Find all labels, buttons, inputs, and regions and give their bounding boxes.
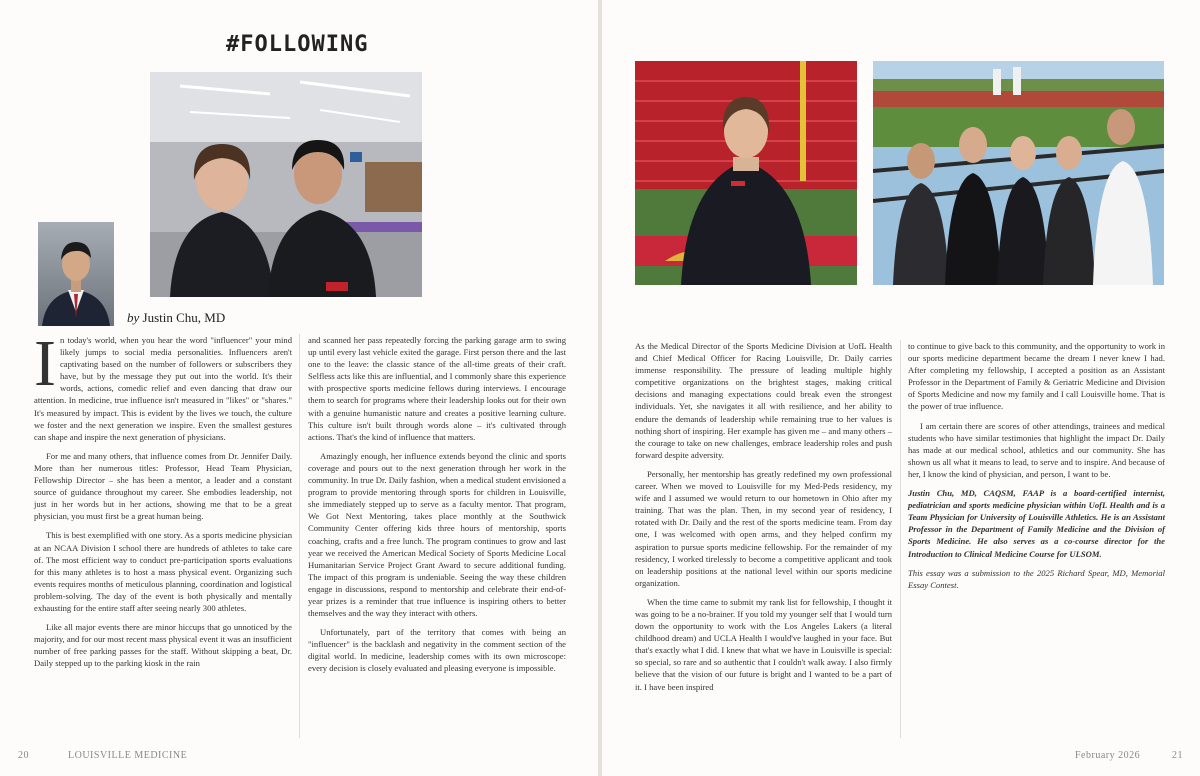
field-group-photo bbox=[873, 61, 1164, 285]
author-bio: Justin Chu, MD, CAQSM, FAAP is a board-certified internist, pediatrician and sports medicine physician within UofL Health and is a Team Physician for University of Louisville Athletics. He is an Assistant Professor in the Department of Family Medicine and the Division of Sports Medicine. He also serves as a co-course director for the Introduction to Clinical Medicine Course for ULSOM. bbox=[908, 488, 1165, 559]
byline-prefix: by bbox=[127, 310, 140, 325]
paragraph bbox=[34, 327, 292, 443]
column-divider bbox=[299, 334, 300, 738]
paragraph: I am certain there are scores of other attendings, trainees and medical students who have similar testimonies that highlight the impact Dr. Daily has made at our medical school, athletics and our community. She has shown us all what it means to lead, to serve and to inspire. And because of her, I know the kind of physician, and person, I want to be. bbox=[908, 420, 1165, 479]
author-headshot bbox=[38, 222, 114, 326]
article-column-3 bbox=[635, 340, 892, 700]
paragraph: to continue to give back to this community, and the opportunity to work in our sports medicine department became the dream I never knew I had. After completing my fellowship, I accepted a position as an Assistant Professor in the Department of Family & Geriatric Medicine and Division of Sports Medicine and now my family and I call Louisville home. That is the power of true influence. bbox=[908, 341, 1165, 412]
paragraph: Unfortunately, part of the territory that comes with being an "influencer" is the backlash and negativity in the comment section of the digital world. In medicine, leadership comes with its own microscope: every decision is closely evaluated and pleasing everyone is impossible. bbox=[308, 627, 566, 674]
paragraph: When the time came to submit my rank list for fellowship, I thought it was going to be a no-brainer. If you told my younger self that I would turn down the opportunity to work with the Los Angeles Lakers (a literal childhood dream) and UCLA Health I would've laughed in your face. But that's exactly what I did. I knew that what we have in Louisville is special: so special, so rare and so authentic that I couldn't walk away. I also firmly believe that the vision of our future is bright and I wanted to be a part of it. I have been inspired bbox=[635, 596, 892, 692]
article-column-2 bbox=[308, 334, 566, 682]
paragraph: Personally, her mentorship has greatly redefined my own professional career. When we moved to Louisville for my Med-Peds residency, my wife and I assumed we would return to our hometown in Ohio after my training. That was the plan. Then, in my second year of residency, I rotated with Dr. Daily and the rest of the sports medicine team. From day one, I was welcomed with open arms, and they helped confirm my aspiration to pursue sports medicine fellowship. For the remainder of my residency, I worked tirelessly to become a competitive applicant and took on leadership positions at the national level within our sports medicine organization. bbox=[635, 468, 892, 588]
right-page-number: 21 bbox=[1172, 750, 1183, 761]
paragraph: and scanned her pass repeatedly forcing the parking garage arm to swing up until every last vehicle exited the garage. First person there and the last one to the leave: the classic stance of the all-time greats of their craft. Selfless acts like this are influential, and I commonly share this experience with prospective sports medicine fellows during interviews. I encourage them to search for programs where their leadership looks out for their own with a genuine humanistic nature and creates a positive learning culture. This culture isn't built through words alone – it's cultivated through actions. That's the kind of influence that matters. bbox=[308, 335, 566, 442]
essay-note: This essay was a submission to the 2025 Richard Spear, MD, Memorial Essay Contest. bbox=[908, 567, 1165, 590]
selfie-photo bbox=[150, 72, 422, 297]
byline bbox=[127, 310, 225, 326]
paragraph: This is best exemplified with one story. As a sports medicine physician at an NCAA Division I school there are hundreds of athletes to take care of. The most efficient way to conduct pre-participation sports evaluations for this many athletes is to host a mass physical event. Organizing such events requires months of meticulous planning, coordination and logistical problem-solving. The day of the event is both physically and mentally exhausting for the entire staff after seeing nearly 300 athletes. bbox=[34, 530, 292, 613]
section-title: #FOLLOWING bbox=[226, 32, 369, 57]
drop-cap: I bbox=[34, 327, 56, 400]
stadium-portrait bbox=[635, 61, 857, 285]
article-column-1 bbox=[34, 327, 292, 676]
left-page-number: 20 bbox=[18, 750, 29, 761]
column-divider bbox=[900, 340, 901, 738]
paragraph: Like all major events there are minor hiccups that go unnoticed by the majority, and for our most recent mass physical event it was an insufficient number of free parking passes for the staff. Without skipping a beat, Dr. Daily stepped up to the parking kiosk in the rain bbox=[34, 622, 292, 669]
issue-date: February 2026 bbox=[1075, 750, 1141, 761]
paragraph: For me and many others, that influence comes from Dr. Jennifer Daily. More than her numerous titles: Professor, Head Team Physician, Fellowship Director – she has been a mentor, a leader and a constant source of guidance throughout my career. She embodies leadership, not just in her words but in her actions, showing me that to be a great physician, you must first be a great human being. bbox=[34, 450, 292, 522]
paragraph: As the Medical Director of the Sports Medicine Division at UofL Health and Chief Medical Officer for Racing Louisville, Dr. Daily carries immense responsibility. The pressure of leading multiple highly competitive organizations on the brightest stages, making critical decisions and managing expectations could break even the strongest individuals. Yet, she navigates it all with resilience, and her ability to endure the demands of leadership while remaining true to her values is nothing short of inspiring. Her example has given me – and many others – the courage to take on new challenges, embrace leadership roles and push forward despite adversity. bbox=[635, 341, 892, 460]
paragraph-text: n today's world, when you hear the word "influencer" your mind likely jumps to social media personalities. Influencers aren't captivating based on the number of followers or subscribers they have, but by the message they put out into the world. It's their words, actions, comedic relief and even dancing that draw our attention. In medicine, true influence isn't measured in "likes" or "shares." It's measured by impact. This is evident by the lives we touch, the culture we foster and the next generation we inspire. Even the smallest gestures can shape and inspire the next generation of physicians. bbox=[34, 335, 292, 442]
author-name: Justin Chu, MD bbox=[142, 310, 226, 325]
publication-name: LOUISVILLE MEDICINE bbox=[68, 750, 188, 761]
article-column-4 bbox=[908, 340, 1165, 598]
paragraph: Amazingly enough, her influence extends beyond the clinic and sports coverage and pours out to the next generation through her work in the community. In true Dr. Daily fashion, when a medical student envisioned a program to provide mentoring through sports for children in Louisville, she immediately stepped up to serve as a faculty mentor. That program, We Got Next Mentoring, takes place monthly at the Southwick Community Center offering kids three hours of mentorship, sports coaching, crafts and a free lunch. The program continues to grow and last year we received the American Medical Society of Sports Medicine Local Humanitarian Service Project Grant Award to secure additional funding. The impact of this program is undeniable. Seeing the way these children engage in discussions, respond to mentorship and celebrate their end-of-year prizes is a reminder that true influence is inspiring others to better themselves and the way they interact with others. bbox=[308, 450, 566, 619]
